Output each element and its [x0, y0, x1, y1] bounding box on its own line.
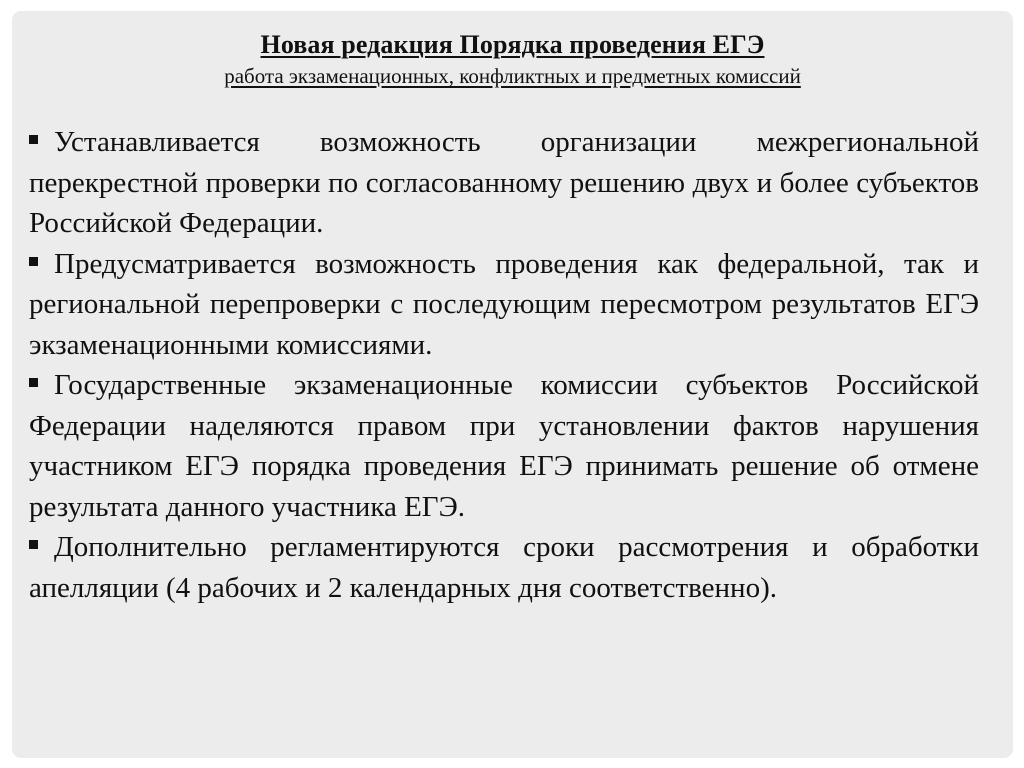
slide-title: Новая редакция Порядка проведения ЕГЭ — [260, 30, 765, 59]
bullet-list — [29, 122, 979, 608]
slide-heading — [12, 11, 1013, 89]
bullet-item — [29, 527, 979, 608]
bullet-text: Дополнительно регламентируются сроки рассмотрения и обработки апелляции (4 рабочих и 2 календарных дня соответственно). — [29, 531, 979, 604]
bullet-item — [29, 122, 979, 244]
square-bullet-icon — [29, 135, 38, 144]
bullet-item — [29, 365, 979, 527]
square-bullet-icon — [29, 257, 38, 266]
square-bullet-icon — [29, 378, 38, 387]
slide-subtitle: работа экзаменационных, конфликтных и предметных комиссий — [224, 64, 801, 88]
bullet-item — [29, 244, 979, 366]
bullet-text: Предусматривается возможность проведения как федеральной, так и региональной перепроверки с последующим пересмотром результатов ЕГЭ экзаменационными комиссиями. — [29, 247, 979, 361]
bullet-text: Устанавливается возможность организации межрегиональной перекрестной проверки по согласованному решению двух и более субъектов Российской Федерации. — [29, 126, 979, 239]
slide-panel — [12, 11, 1013, 758]
square-bullet-icon — [29, 540, 38, 549]
bullet-text: Государственные экзаменационные комиссии субъектов Российской Федерации наделяются правом при установлении фактов нарушения участником ЕГЭ порядка проведения ЕГЭ принимать решение об отмене результата данного участника ЕГЭ. — [29, 369, 979, 523]
